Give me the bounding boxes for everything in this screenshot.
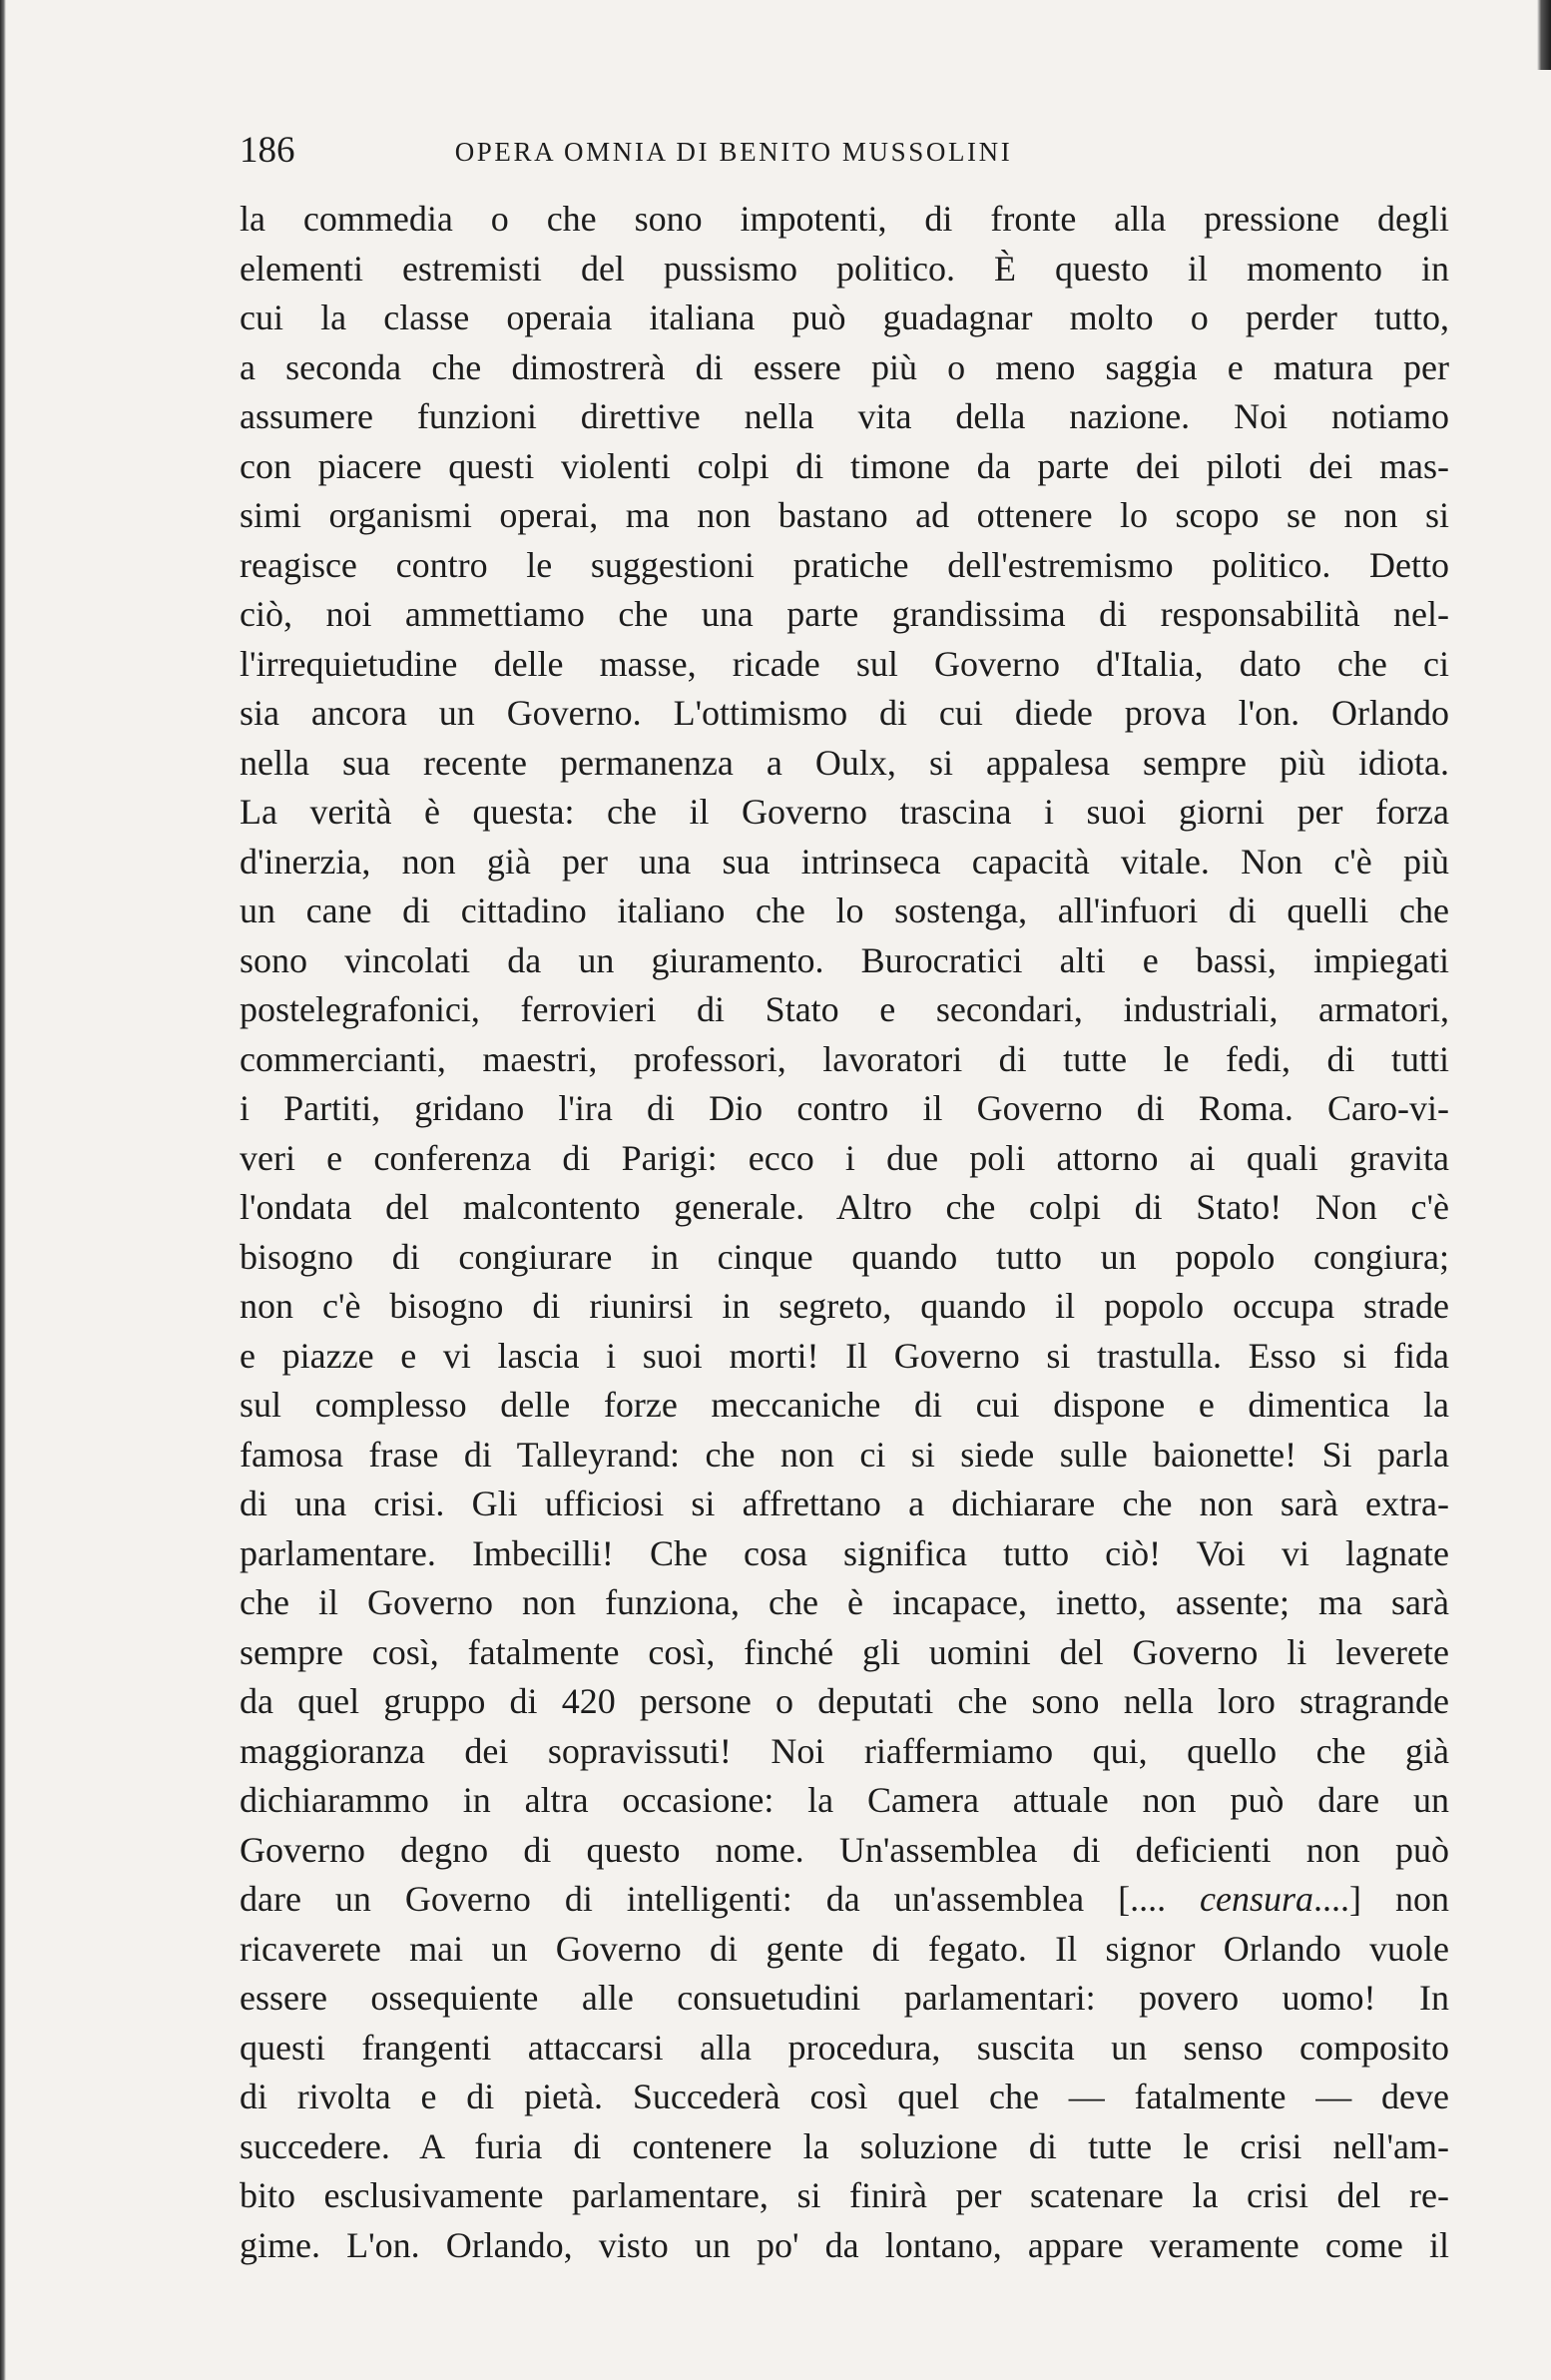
text-line: gime. L'on. Orlando, visto un po' da lontano, appare veramente come il bbox=[240, 2224, 1449, 2265]
text-line: La verità è questa: che il Governo trascina i suoi giorni per forza bbox=[240, 792, 1449, 832]
text-line: sul complesso delle forze meccaniche di cui dispone e dimentica la bbox=[240, 1385, 1449, 1425]
page-binding-shadow bbox=[0, 0, 6, 2380]
censura-word: censura bbox=[1200, 1879, 1314, 1919]
text-line: bito esclusivamente parlamentare, si finirà per scatenare la crisi del re- bbox=[240, 2175, 1449, 2215]
censura-line bbox=[240, 1875, 1449, 1925]
text-line: veri e conferenza di Parigi: ecco i due poli attorno ai quali gravita bbox=[240, 1137, 1449, 1178]
text-line: e piazze e vi lascia i suoi morti! Il Governo si trastulla. Esso si fida bbox=[240, 1335, 1449, 1376]
text-line: elementi estremisti del pussismo politico. È questo il momento in bbox=[240, 248, 1449, 289]
text-line: un cane di cittadino italiano che lo sostenga, all'infuori di quelli che bbox=[240, 891, 1449, 930]
text-line: famosa frase di Talleyrand: che non ci si siede sulle baionette! Si parla bbox=[240, 1434, 1449, 1475]
text-line: postelegrafonici, ferrovieri di Stato e secondari, industriali, armatori, bbox=[240, 989, 1449, 1029]
text-line: sempre così, fatalmente così, finché gli uomini del Governo li leverete bbox=[240, 1631, 1449, 1672]
text-line: Governo degno di questo nome. Un'assemblea di deficienti non può bbox=[240, 1829, 1449, 1870]
text-line: ciò, noi ammettiamo che una parte grandissima di responsabilità nel- bbox=[240, 594, 1449, 634]
text-line: l'ondata del malcontento generale. Altro che colpi di Stato! Non c'è bbox=[240, 1187, 1449, 1227]
text-line: nella sua recente permanenza a Oulx, si appalesa sempre più idiota. bbox=[240, 742, 1449, 783]
body-text bbox=[240, 195, 1449, 2270]
text-line: l'irrequietudine delle masse, ricade sul Governo d'Italia, dato che ci bbox=[240, 643, 1449, 684]
text-line: reagisce contro le suggestioni pratiche dell'estremismo politico. Detto bbox=[240, 544, 1449, 585]
text-line: succedere. A furia di contenere la soluzione di tutte le crisi nell'am- bbox=[240, 2125, 1449, 2166]
text-line: maggioranza dei sopravissuti! Noi riaffermiamo qui, quello che già bbox=[240, 1730, 1449, 1771]
text-line: parlamentare. Imbecilli! Che cosa significa tutto ciò! Voi vi lagnate bbox=[240, 1532, 1449, 1573]
text-line: la commedia o che sono impotenti, di fronte alla pressione degli bbox=[240, 199, 1449, 239]
text-line: commercianti, maestri, professori, lavoratori di tutte le fedi, di tutti bbox=[240, 1038, 1449, 1079]
text-line: di una crisi. Gli ufficiosi si affrettano a dichiarare che non sarà extra- bbox=[240, 1484, 1449, 1523]
text-line: da quel gruppo di 420 persone o deputati che sono nella loro stragrande bbox=[240, 1681, 1449, 1721]
text-line: essere ossequiente alle consuetudini parlamentari: povero uomo! In bbox=[240, 1978, 1449, 2018]
text-line: dichiarammo in altra occasione: la Camera attuale non può dare un bbox=[240, 1780, 1449, 1820]
text-line: sono vincolati da un giuramento. Burocratici alti e bassi, impiegati bbox=[240, 939, 1449, 980]
running-title: OPERA OMNIA DI BENITO MUSSOLINI bbox=[454, 137, 1013, 167]
text-line: bisogno di congiurare in cinque quando tutto un popolo congiura; bbox=[240, 1236, 1449, 1277]
text-line: assumere funzioni direttive nella vita della nazione. Noi notiamo bbox=[240, 396, 1449, 436]
text-line: simi organismi operai, ma non bastano ad ottenere lo scopo se non si bbox=[240, 495, 1449, 535]
censura-before: dare un Governo di intelligenti: da un'assemblea [.... bbox=[240, 1879, 1201, 1919]
text-line: di rivolta e di pietà. Succederà così quel che — fatalmente — deve bbox=[240, 2077, 1449, 2116]
censura-after: ....] non bbox=[1313, 1879, 1449, 1919]
text-line: a seconda che dimostrerà di essere più o meno saggia e matura per bbox=[240, 346, 1449, 387]
scan-corner-mark bbox=[1537, 0, 1551, 70]
text-line: con piacere questi violenti colpi di timone da parte dei piloti dei mas- bbox=[240, 445, 1449, 486]
text-line: sia ancora un Governo. L'ottimismo di cui diede prova l'on. Orlando bbox=[240, 693, 1449, 733]
text-line: ricaverete mai un Governo di gente di fegato. Il signor Orlando vuole bbox=[240, 1928, 1449, 1969]
text-line: che il Governo non funziona, che è incapace, inetto, assente; ma sarà bbox=[240, 1582, 1449, 1622]
text-line: questi frangenti attaccarsi alla procedura, suscita un senso composito bbox=[240, 2027, 1449, 2068]
text-line: d'inerzia, non già per una sua intrinseca capacità vitale. Non c'è più bbox=[240, 841, 1449, 882]
page-header bbox=[240, 126, 1168, 176]
text-line: i Partiti, gridano l'ira di Dio contro il Governo di Roma. Caro-vi- bbox=[240, 1088, 1449, 1128]
text-line: non c'è bisogno di riunirsi in segreto, quando il popolo occupa strade bbox=[240, 1286, 1449, 1326]
text-line: cui la classe operaia italiana può guadagnar molto o perder tutto, bbox=[240, 298, 1449, 337]
page-number: 186 bbox=[240, 130, 295, 171]
